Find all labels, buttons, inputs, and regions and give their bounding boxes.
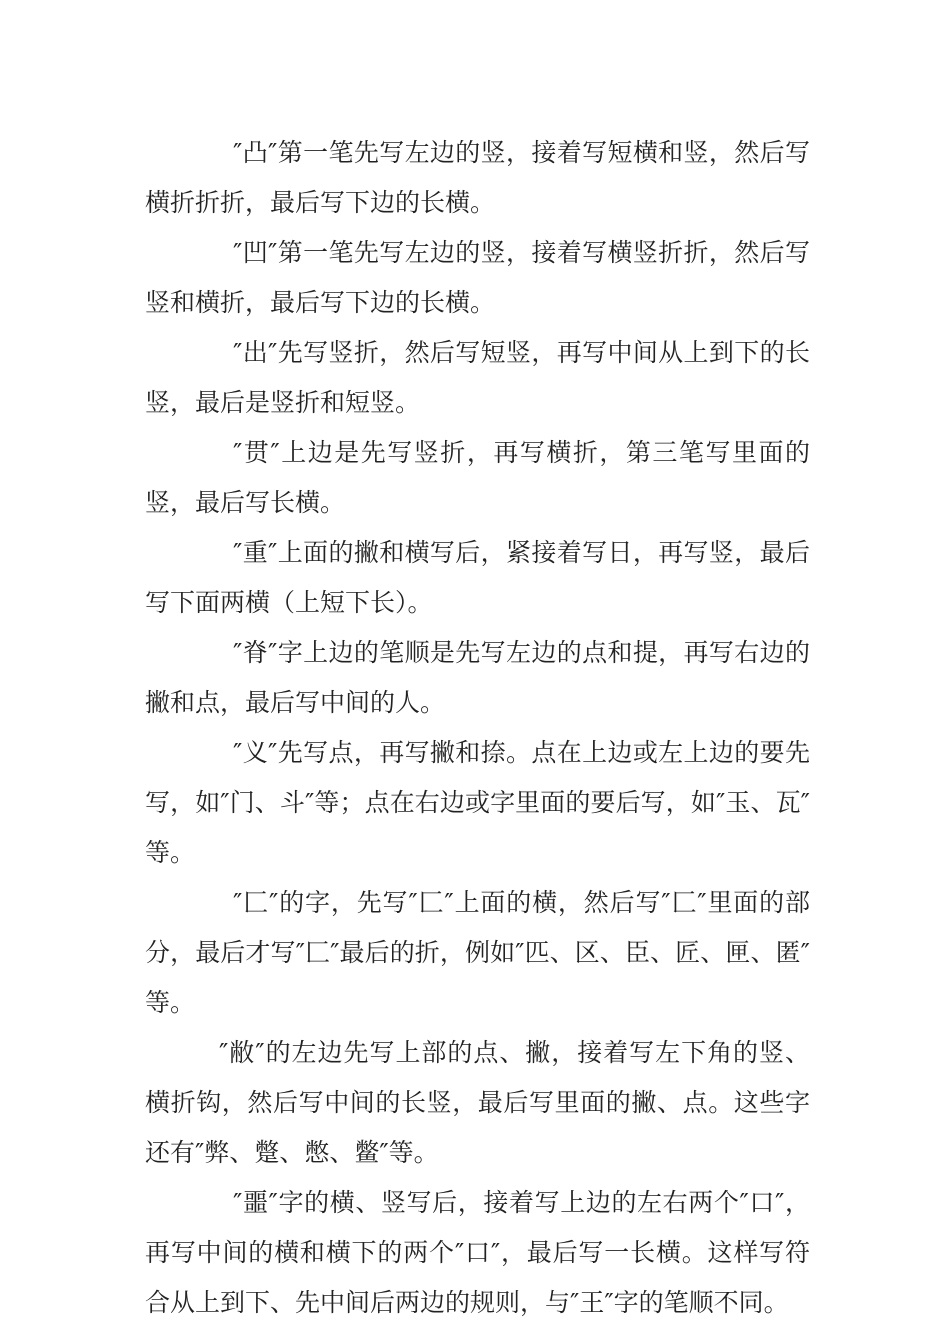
- paragraph-chu: ″出″先写竖折，然后写短竖，再写中间从上到下的长竖，最后是竖折和短竖。: [145, 338, 810, 417]
- paragraph-guan: ″贯″上边是先写竖折，再写横折，第三笔写里面的竖，最后写长横。: [145, 438, 810, 517]
- paragraph-zhong: ″重″上面的撇和横写后，紧接着写日，再写竖，最后写下面两横（上短下长）。: [145, 538, 810, 617]
- document-body: [145, 128, 810, 1328]
- paragraph-tu: ″凸″第一笔先写左边的竖，接着写短横和竖，然后写横折折折，最后写下边的长横。: [145, 138, 810, 217]
- paragraph-yi: ″义″先写点，再写撇和捺。点在上边或左上边的要先写，如″门、斗″等；点在右边或字里面的要后写，如″玉、瓦″等。: [145, 738, 810, 867]
- paragraph-ao: ″凹″第一笔先写左边的竖，接着写横竖折折，然后写竖和横折，最后写下边的长横。: [145, 238, 810, 317]
- paragraph-fang-radical: ″匚″的字，先写″匚″上面的横，然后写″匚″里面的部分，最后才写″匚″最后的折，例如″匹、区、臣、匠、匣、匿″等。: [145, 888, 810, 1017]
- paragraph-bi: ″敝″的左边先写上部的点、撇，接着写左下角的竖、横折钩，然后写中间的长竖，最后写里面的撇、点。这些字还有″弊、蹩、憋、鳖″等。: [145, 1038, 810, 1167]
- paragraph-e: ″噩″字的横、竖写后，接着写上边的左右两个″口″，再写中间的横和横下的两个″口″，最后写一长横。这样写符合从上到下、先中间后两边的规则，与″王″字的笔顺不同。: [145, 1188, 810, 1317]
- paragraph-ji: ″脊″字上边的笔顺是先写左边的点和提，再写右边的撇和点，最后写中间的人。: [145, 638, 810, 717]
